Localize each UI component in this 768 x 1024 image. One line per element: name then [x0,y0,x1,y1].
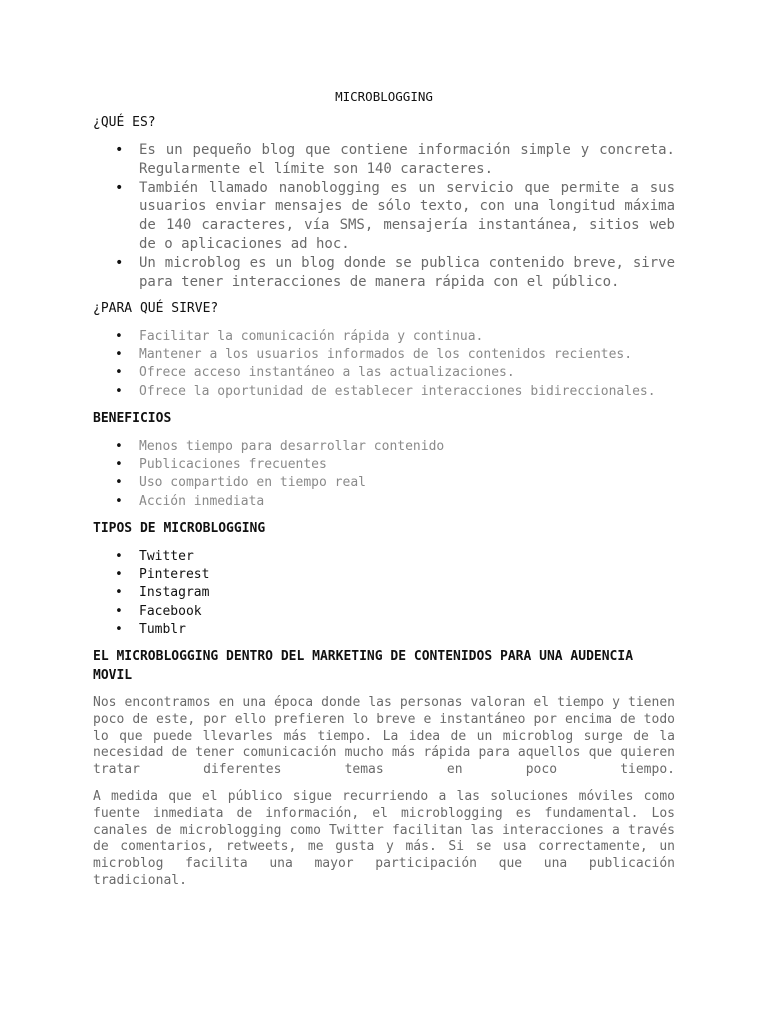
bullet-icon: • [115,603,123,619]
bullet-icon: • [115,457,123,473]
beneficios-list [93,438,675,511]
list-item: • Publicaciones frecuentes [93,456,675,474]
list-item: • Ofrece acceso instantáneo a las actualizaciones. [93,364,675,382]
section-heading-tipos: TIPOS DE MICROBLOGGING [93,521,266,536]
list-item: • Facilitar la comunicación rápida y continua. [93,328,675,346]
list-item: • Ofrece la oportunidad de establecer interacciones bidireccionales. [93,383,675,401]
bullet-icon: • [115,567,123,583]
list-item: • Tumblr [93,621,675,639]
bullet-icon: • [115,347,123,363]
list-item: • Uso compartido en tiempo real [93,474,675,492]
bullet-icon: • [115,475,123,491]
list-item: • Facebook [93,603,675,621]
list-item: • También llamado nanoblogging es un servicio que permite a sus usuarios enviar mensajes de sólo texto, con una longitud máxima de 140 caracteres, vía SMS, mensajería instantánea, sitios web de o aplicaciones ad hoc. [115,179,675,252]
list-item: • Es un pequeño blog que contiene información simple y concreta. Regularmente el límite son 140 caracteres. [115,142,675,177]
document-title: MICROBLOGGING [335,89,433,104]
bullet-icon: • [115,493,123,509]
tipos-list [93,548,675,639]
bullet-icon: • [115,254,124,271]
list-item: • Acción inmediata [93,493,675,511]
list-item: • Un microblog es un blog donde se publica contenido breve, sirve para tener interacciones de manera rápida con el público. [115,254,675,290]
bullet-icon: • [115,439,123,454]
bullet-icon: • [115,142,124,158]
paragraph: Nos encontramos en una época donde las personas valoran el tiempo y tienen poco de este, por ello prefieren lo breve e instantáneo por encima de todo lo que puede llevarles más tiempo. La idea de un microblog surge de la necesidad de tener comunicación mucho más rápida para aquellos que quieren tratar diferentes temas en poco tiempo. [93,695,675,778]
section-heading-beneficios: BENEFICIOS [93,411,172,426]
bullet-icon: • [115,365,123,381]
section-heading-que-es: ¿QUÉ ES? [93,115,156,130]
list-item: • Mantener a los usuarios informados de los contenidos recientes. [93,346,675,364]
list-item: • Pinterest [93,566,675,584]
bullet-icon: • [115,585,123,601]
list-item: • Instagram [93,584,675,602]
bullet-icon: • [115,383,123,399]
bullet-icon: • [115,549,123,564]
bullet-icon: • [115,179,124,196]
que-es-list [93,141,675,291]
para-que-sirve-list [93,328,675,401]
list-item: • Menos tiempo para desarrollar contenido [93,438,675,456]
section-heading-para-que-sirve: ¿PARA QUÉ SIRVE? [93,301,219,316]
list-item: • Twitter [93,548,675,566]
paragraph: A medida que el público sigue recurriendo a las soluciones móviles como fuente inmediata de información, el microblogging es fundamental. Los canales de microblogging como Twitter facilitan las interacciones a través de comentarios, retweets, me gusta y más. Si se usa correctamente, un microblog facilita una mayor participación que una publicación tradicional. [93,789,675,888]
bullet-icon: • [115,329,123,344]
section-heading-marketing: EL MICROBLOGGING DENTRO DEL MARKETING DE CONTENIDOS PARA UNA AUDENCIA MOVIL [93,649,634,683]
bullet-icon: • [115,621,123,637]
